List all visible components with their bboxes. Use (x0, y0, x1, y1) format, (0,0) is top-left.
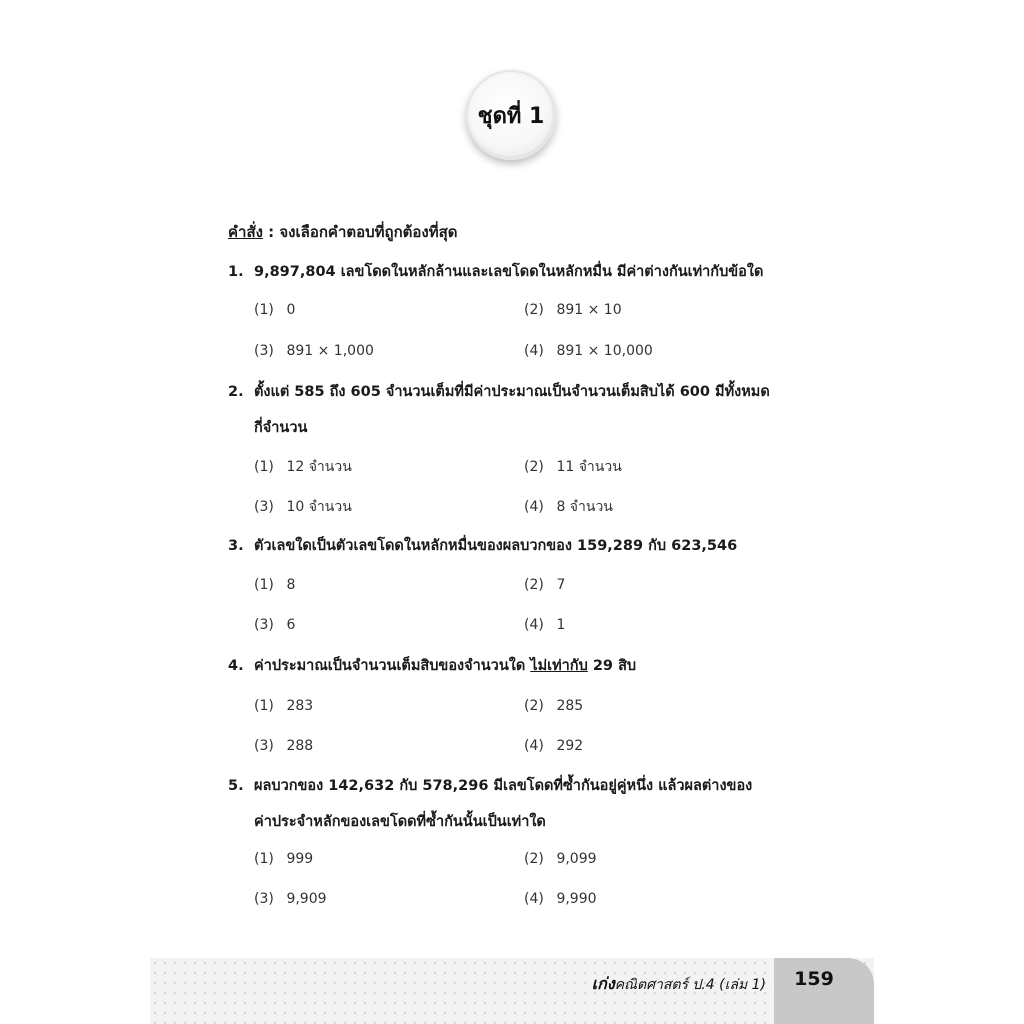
book-brand: เก่ง (591, 974, 615, 993)
question-stem: ตัวเลขใดเป็นตัวเลขโดดในหลักหมื่นของผลบวกของ 159,289 กับ 623,546 (254, 538, 738, 554)
q2-option-3[interactable] (254, 496, 352, 518)
option-key: (2) (524, 577, 544, 593)
question-2 (228, 374, 808, 446)
page-number: 159 (794, 968, 834, 990)
q5-option-1[interactable] (254, 851, 313, 867)
q1-option-3[interactable] (254, 343, 374, 359)
option-text: 283 (286, 698, 314, 714)
option-key: (2) (524, 851, 544, 867)
option-text: 1 (556, 617, 566, 633)
option-key: (4) (524, 343, 544, 359)
option-text: 292 (556, 738, 584, 754)
option-text: 12 จำนวน (286, 459, 352, 475)
option-text: 9,099 (556, 851, 597, 867)
option-key: (4) (524, 617, 544, 633)
question-number: 1. (228, 264, 244, 280)
q4-option-2[interactable] (524, 698, 583, 714)
option-text: 9,909 (286, 891, 327, 907)
option-key: (3) (254, 891, 274, 907)
question-stem-emphasis: ไม่เท่ากับ (530, 658, 588, 674)
question-number: 2. (228, 384, 244, 400)
question-number: 5. (228, 778, 244, 794)
option-key: (3) (254, 499, 274, 515)
q5-option-4[interactable] (524, 891, 597, 907)
instruction-prefix: คำสั่ง (228, 223, 263, 241)
question-stem: 9,897,804 เลขโดดในหลักล้านและเลขโดดในหลักหมื่น มีค่าต่างกันเท่ากับข้อใด (254, 264, 764, 280)
set-label: ชุดที่ 1 (477, 103, 545, 129)
option-key: (4) (524, 738, 544, 754)
q2-option-2[interactable] (524, 456, 622, 478)
q1-option-2[interactable] (524, 302, 622, 318)
option-text: 6 (286, 617, 296, 633)
option-key: (1) (254, 302, 274, 318)
question-stem (254, 648, 808, 684)
question-stem: ผลบวกของ 142,632 กับ 578,296 มีเลขโดดที่ซ้ำกันอยู่คู่หนึ่ง แล้วผลต่างของ (254, 778, 753, 794)
question-3 (228, 528, 808, 564)
option-text: 11 จำนวน (556, 459, 622, 475)
option-key: (3) (254, 343, 274, 359)
set-badge (466, 70, 556, 160)
question-stem-line2: ค่าประจำหลักของเลขโดดที่ซ้ำกันนั้นเป็นเท่าใด (254, 814, 546, 830)
option-key: (3) (254, 738, 274, 754)
option-key: (4) (524, 891, 544, 907)
option-key: (1) (254, 459, 274, 475)
q5-option-2[interactable] (524, 851, 597, 867)
q2-option-1[interactable] (254, 456, 352, 478)
question-1 (228, 254, 808, 290)
option-text: 288 (286, 738, 314, 754)
question-number: 3. (228, 538, 244, 554)
option-key: (2) (524, 459, 544, 475)
option-text: 8 จำนวน (556, 499, 613, 515)
question-stem-part-b: 29 สิบ (587, 658, 637, 674)
option-text: 7 (556, 577, 566, 593)
option-text: 10 จำนวน (286, 499, 352, 515)
question-5 (228, 768, 808, 840)
question-stem-line2: กี่จำนวน (254, 420, 308, 436)
q3-option-3[interactable] (254, 617, 295, 633)
question-stem-part-a: ค่าประมาณเป็นจำนวนเต็มสิบของจำนวนใด (254, 658, 531, 674)
instruction-text: : จงเลือกคำตอบที่ถูกต้องที่สุด (262, 223, 458, 241)
book-title (592, 972, 766, 997)
option-key: (1) (254, 698, 274, 714)
option-text: 8 (286, 577, 296, 593)
q3-option-2[interactable] (524, 577, 565, 593)
option-key: (1) (254, 577, 274, 593)
question-4 (228, 648, 808, 684)
q4-option-3[interactable] (254, 738, 313, 754)
option-text: 9,990 (556, 891, 597, 907)
option-key: (1) (254, 851, 274, 867)
option-text: 891 × 10,000 (556, 343, 653, 359)
option-text: 0 (286, 302, 296, 318)
q3-option-4[interactable] (524, 617, 565, 633)
q4-option-4[interactable] (524, 738, 583, 754)
option-text: 285 (556, 698, 584, 714)
book-title-text: คณิตศาสตร์ ป.4 (เล่ม 1) (614, 977, 766, 993)
q4-option-1[interactable] (254, 698, 313, 714)
option-text: 891 × 1,000 (286, 343, 374, 359)
set-badge-inner (470, 74, 552, 156)
q2-option-4[interactable] (524, 496, 613, 518)
question-stem: ตั้งแต่ 585 ถึง 605 จำนวนเต็มที่มีค่าประมาณเป็นจำนวนเต็มสิบได้ 600 มีทั้งหมด (254, 384, 770, 400)
q5-option-3[interactable] (254, 891, 327, 907)
option-text: 999 (286, 851, 314, 867)
option-key: (2) (524, 698, 544, 714)
q1-option-1[interactable] (254, 302, 295, 318)
q1-option-4[interactable] (524, 343, 653, 359)
option-text: 891 × 10 (556, 302, 622, 318)
instruction (228, 220, 458, 244)
option-key: (4) (524, 499, 544, 515)
option-key: (2) (524, 302, 544, 318)
question-number: 4. (228, 658, 244, 674)
option-key: (3) (254, 617, 274, 633)
q3-option-1[interactable] (254, 577, 295, 593)
